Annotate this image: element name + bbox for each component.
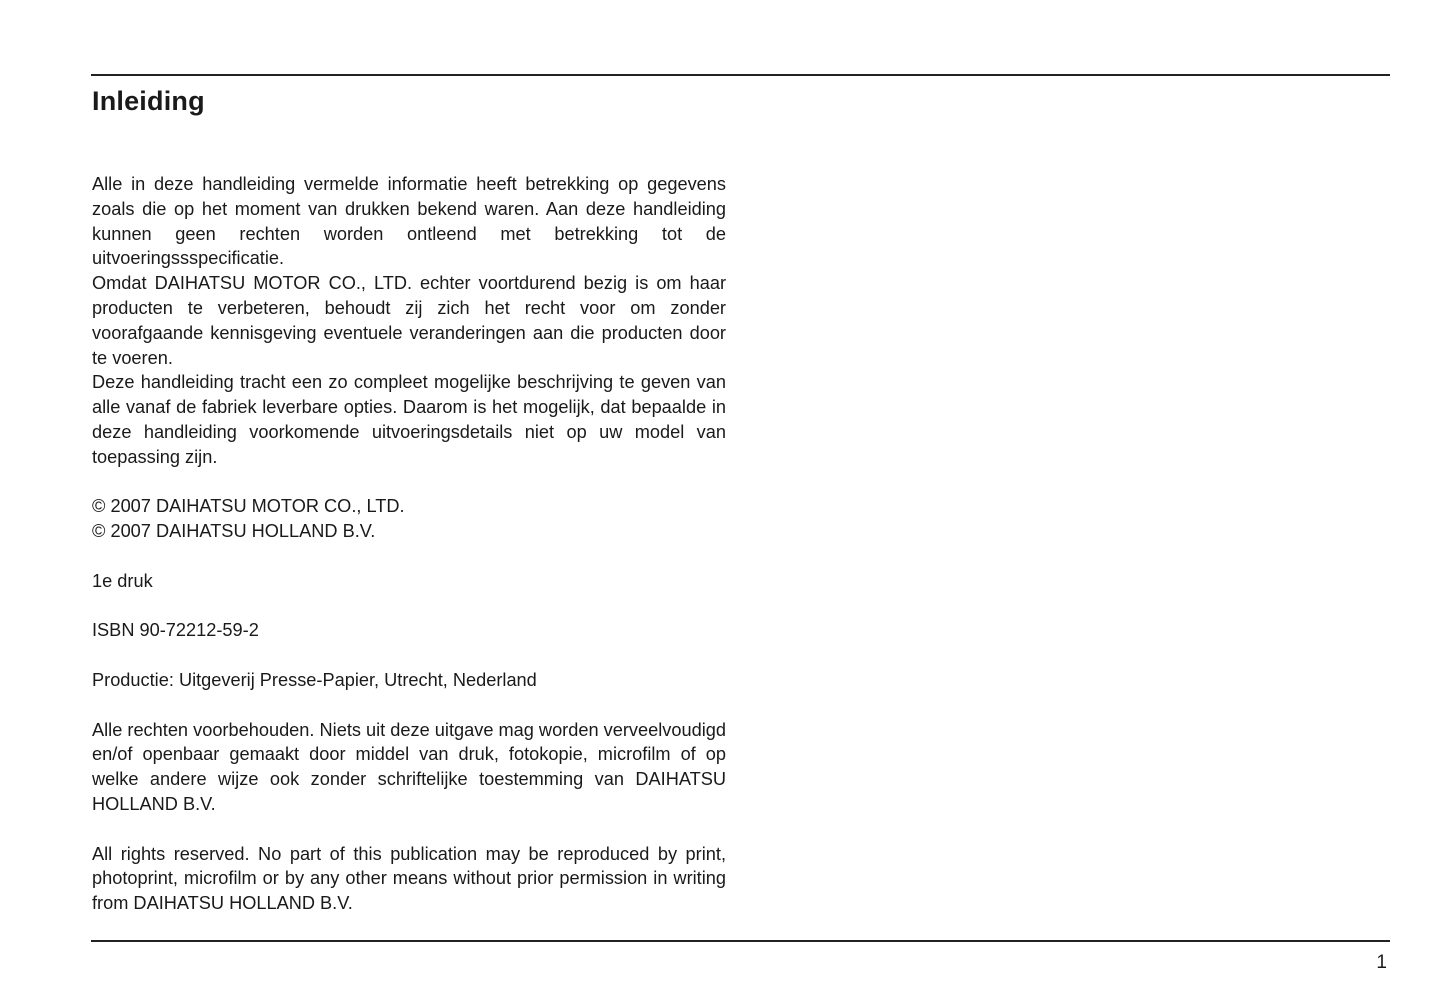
main-content — [92, 172, 726, 916]
isbn-text: ISBN 90-72212-59-2 — [92, 620, 259, 641]
intro-paragraph-1: Alle in deze handleiding vermelde informatie heeft betrekking op gegevens zoals die op het moment van drukken bekend waren. Aan deze handleiding kunnen geen rechten worden ontleend met betrekking tot de uitvoeringssspecificatie. — [92, 174, 726, 269]
spacer — [92, 544, 726, 569]
intro-paragraph-3: Deze handleiding tracht een zo compleet mogelijke beschrijving te geven van alle vanaf de fabriek leverbare opties. Daarom is het mogelijk, dat bepaalde in deze handleiding voorkomende uitvoeringsdetails niet op uw model van toepassing zijn. — [92, 372, 726, 467]
rights-english-paragraph: All rights reserved. No part of this publication may be reproduced by print, photoprint, microfilm or by any other means without prior permission in writing from DAIHATSU HOLLAND B.V. — [92, 843, 726, 914]
spacer — [92, 594, 726, 619]
production-text: Productie: Uitgeverij Presse-Papier, Utrecht, Nederland — [92, 669, 537, 690]
rights-dutch-paragraph: Alle rechten voorbehouden. Niets uit deze uitgave mag worden verveelvoudigd en/of openbaar gemaakt door middel van druk, fotokopie, microfilm of op welke andere wijze ook zonder schriftelijke toestemming van DAIHATSU HOLLAND B.V. — [92, 719, 726, 814]
copyright-line-1: © 2007 DAIHATSU MOTOR CO., LTD. — [92, 496, 405, 517]
spacer — [92, 693, 726, 718]
spacer — [92, 817, 726, 842]
header-rule — [91, 74, 1390, 76]
intro-paragraph-2: Omdat DAIHATSU MOTOR CO., LTD. echter voortdurend bezig is om haar producten te verbeteren, behoudt zij zich het recht voor om zonder voorafgaande kennisgeving eventuele veranderingen aan die producten door te voeren. — [92, 273, 726, 368]
page-title: Inleiding — [92, 86, 205, 116]
page-number: 1 — [1376, 952, 1387, 973]
spacer — [92, 643, 726, 668]
spacer — [92, 470, 726, 495]
copyright-line-2: © 2007 DAIHATSU HOLLAND B.V. — [92, 521, 376, 542]
edition-text: 1e druk — [92, 570, 153, 591]
footer-rule — [91, 940, 1390, 942]
